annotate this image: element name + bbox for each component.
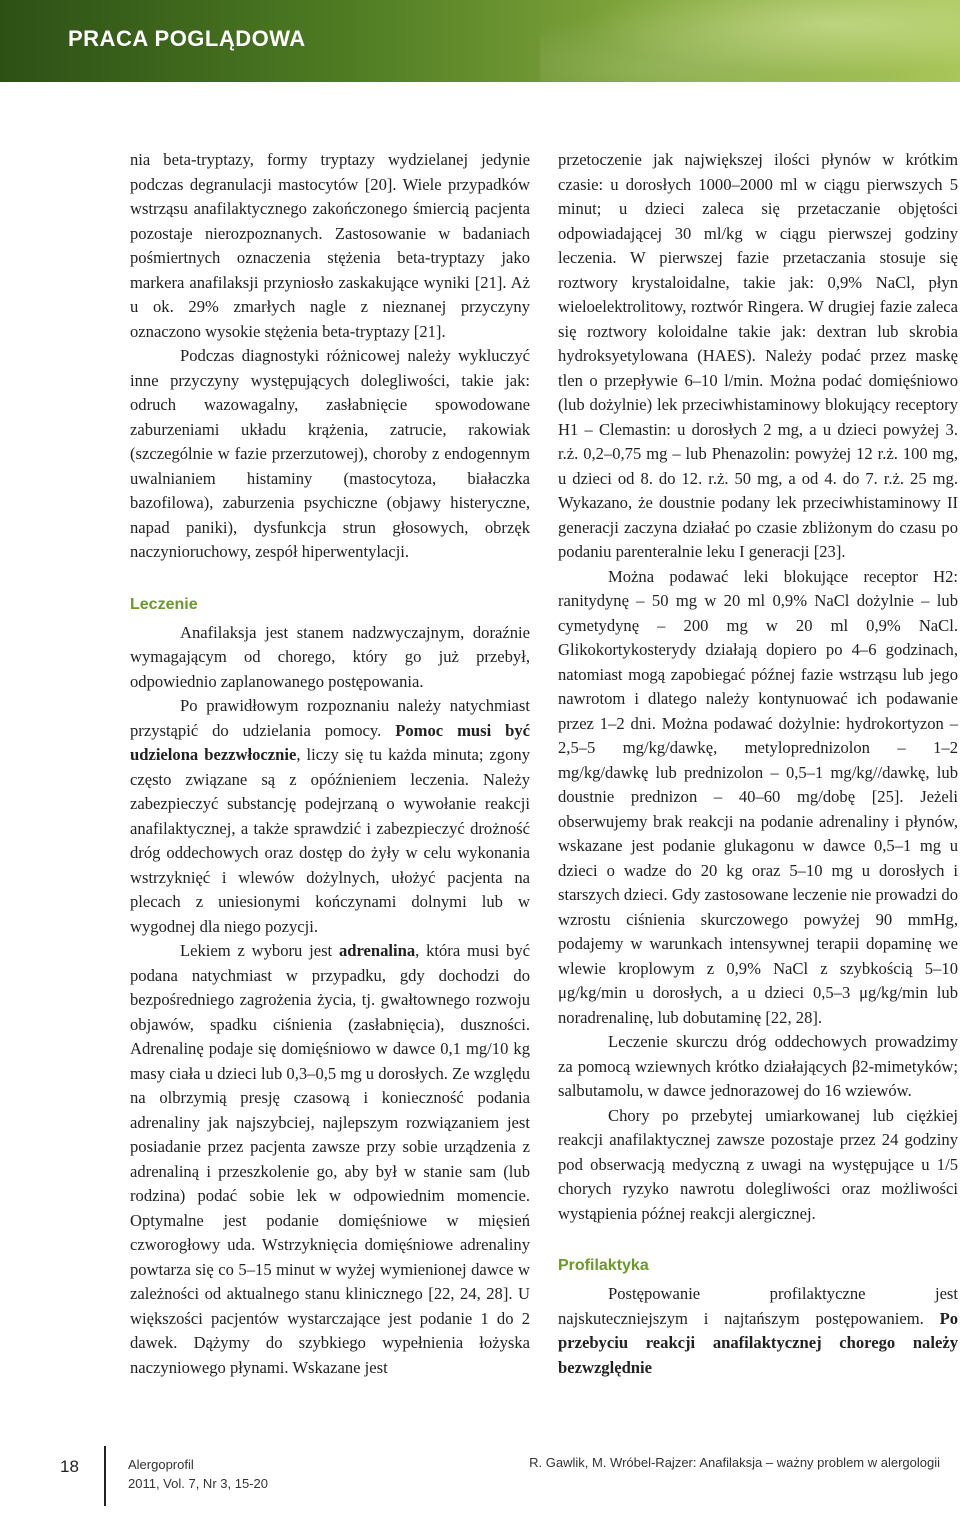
section-banner [0, 0, 960, 82]
article-reference: R. Gawlik, M. Wróbel-Rajzer: Anafilaksja – ważny problem w alergologii [529, 1455, 940, 1470]
paragraph [130, 694, 530, 939]
bold-text: adrenalina [338, 941, 416, 960]
paragraph: Leczenie skurczu dróg oddechowych prowadzimy za pomocą wziewnych krótko działających β2-mimetyków; salbutamolu, w dawce jednorazowej do 16 wziewów. [558, 1032, 958, 1100]
text-run: , liczy się tu każda minuta; zgony często związane są z opóźnieniem leczenia. Należy zabezpieczyć substancję podejrzaną o wywołanie reakcji anafilaktycznej, a także sprawdzić i zabezpieczyć drożność dróg oddechowych oraz dostęp do żyły w celu wykonania wstrzyknięć i wlewów dożylnych, ułożyć pacjenta na plecach z uniesionymi kończynami dolnymi lub w wygodnej dla niego pozycji. [130, 745, 530, 936]
journal-info [128, 1455, 268, 1493]
left-column [130, 148, 530, 1380]
text-run: Lekiem z wyboru jest [180, 941, 339, 960]
section-heading-profilaktyka: Profilaktyka [558, 1257, 649, 1274]
section-heading-leczenie: Leczenie [130, 595, 198, 613]
bold-text: Pomoc musi być udzielona bezzwłocznie [130, 720, 531, 764]
paragraph: Można podawać leki blokujące receptor H2: ranitydynę – 50 mg w 20 ml 0,9% NaCl dożylnie – lub cymetydynę – 200 mg w 20 ml 0,9% NaCl. Glikokortykosterydy działają dopiero po 4–6 godzinach, natomiast mogą zapobiegać późnej fazie wstrząsu lub jego nawrotom i dlatego należy kontynuować ich podawanie przez 1–2 dni. Można podawać dożylnie: hydrokortyzon – 2,5–5 mg/kg/dawkę, metyloprednizolon – 1–2 mg/kg/dawkę lub prednizolon – 0,5–1 mg/kg//dawkę, lub doustnie prednizon – 40–60 mg/dobę [25]. Jeżeli obserwujemy brak reakcji na podanie adrenaliny i płynów, wskazane jest podanie glukagonu w dawce 0,5–1 mg u dzieci o wadze do 20 kg oraz 5–10 mg u dorosłych i starszych dzieci. Gdy zastosowane leczenie nie prowadzi do wzrostu ciśnienia skurczowego powyżej 90 mmHg, podajemy w warunkach intensywnej terapii dopaminę we wlewie kroplowym z 0,9% NaCl z szybkością 5–10 μg/kg/min u dorosłych, a u dzieci 0,5–3 μg/kg/min lub noradrenalinę, lub dobutaminę [22, 28]. [558, 566, 958, 1027]
page-number: 18 [60, 1457, 79, 1476]
paragraph [558, 1282, 958, 1380]
paragraph: nia beta-tryptazy, formy tryptazy wydzielanej jedynie podczas degranulacji mastocytów [20]. Wiele przypadków wstrząsu anafilaktycznego zakończonego śmiercią pacjenta pozostaje nierozpoznanych. Zastosowanie w badaniach pośmiertnych oznaczenia stężenia beta-tryptazy jako markera anafilaksji przyniosło zaskakujące wyniki [21]. Aż u ok. 29% zmarłych nagle z nieznanej przyczyny oznaczono wysokie stężenia beta-tryptazy [21]. [130, 150, 530, 341]
bold-text: Po przebyciu reakcji anafilaktycznej chorego należy bezwzględnie [558, 1308, 958, 1377]
right-column [558, 148, 958, 1380]
text-run: Postępowanie profilaktyczne jest najskuteczniejszym i najtańszym postępowaniem. [558, 1284, 958, 1328]
paragraph: Anafilaksja jest stanem nadzwyczajnym, doraźnie wymagającym od chorego, który go już przebył, odpowiednio zaplanowanego postępowania. [130, 622, 530, 691]
text-run: Po prawidłowym rozpoznaniu należy natychmiast przystąpić do udzielania pomocy. [130, 696, 530, 740]
text-run: , która musi być podana natychmiast w przypadku, gdy dochodzi do bezpośredniego zagrożenia życia, tj. gwałtownego rozwoju objawów, spadku ciśnienia (zasłabnięcia), duszności. Adrenalinę podaje się domięśniowo w dawce 0,1 mg/10 kg masy ciała u dzieci lub 0,3–0,5 mg u dorosłych. Ze względu na olbrzymią presję czasową i konieczność podania adrenaliny jak najszybciej, najlepszym rozwiązaniem jest posiadanie przez pacjenta zawsze przy sobie urządzenia z adrenaliną i przeszkolenie go, aby był w stanie sam (lub rodzina) podać sobie lek w odpowiednim momencie. Optymalne jest podanie domięśniowe w mięsień czworogłowy uda. Wstrzyknięcia domięśniowe adrenaliny powtarza się co 5–15 minut w wyżej wymienionej dawce w zależności od aktualnego stanu klinicznego [22, 24, 28]. U większości pacjentów wystarczające jest podanie 1 do 2 dawek. Dążymy do szybkiego wypełnienia łożyska naczyniowego płynami. Wskazane jest [130, 941, 530, 1377]
paragraph: Chory po przebytej umiarkowanej lub ciężkiej reakcji anafilaktycznej zawsze pozostaje przez 24 godziny pod obserwacją medyczną z uwagi na występujące u 1/5 chorych ryzyko nawrotu dolegliwości oraz możliwości wystąpienia późnej reakcji alergicznej. [558, 1105, 958, 1223]
journal-name: Alergoprofil [128, 1457, 194, 1472]
paragraph [130, 939, 530, 1380]
journal-issue: 2011, Vol. 7, Nr 3, 15-20 [128, 1476, 268, 1491]
section-label: PRACA POGLĄDOWA [68, 26, 306, 51]
footer-divider [104, 1446, 106, 1506]
paragraph: Podczas diagnostyki różnicowej należy wykluczyć inne przyczyny występujących dolegliwości, takie jak: odruch wazowagalny, zasłabnięcie spowodowane zaburzeniami układu krążenia, zatrucie, rakowiak (szczególnie w fazie przerzutowej), choroby z endogennym uwalnianiem histaminy (mastocytoza, białaczka bazofilowa), zaburzenia psychiczne (objawy histeryczne, napad paniki), dysfunkcja strun głosowych, obrzęk naczynioruchowy, zespół hiperwentylacji. [130, 346, 530, 561]
paragraph: przetoczenie jak największej ilości płynów w krótkim czasie: u dorosłych 1000–2000 ml w ciągu pierwszych 5 minut; u dzieci zaleca się przetaczanie objętości odpowiadającej 30 ml/kg w ciągu pierwszej godziny leczenia. W pierwszej fazie przetaczania stosuje się roztwory krystaloidalne, takie jak: 0,9% NaCl, płyn wieloelektrolitowy, roztwór Ringera. W drugiej fazie zaleca się roztwory koloidalne takie jak: dextran lub skrobia hydroksyetylowana (HAES). Należy podać przez maskę tlen o przepływie 6–10 l/min. Można podać domięśniowo (lub dożylnie) lek przeciwhistaminowy blokujący receptory H1 – Clemastin: u dorosłych 2 mg, a u dzieci powyżej 3. r.ż. 0,2–0,75 mg – lub Phenazolin: powyżej 12 r.ż. 100 mg, u dzieci od 8. do 12. r.ż. 50 mg, a od 4. do 7. r.ż. 25 mg. Wykazano, że doustnie podany lek przeciwhistaminowy II generacji zaczyna działać po czasie zbliżonym do czasu po podaniu parenteralnie leku I generacji [23]. [558, 150, 958, 561]
